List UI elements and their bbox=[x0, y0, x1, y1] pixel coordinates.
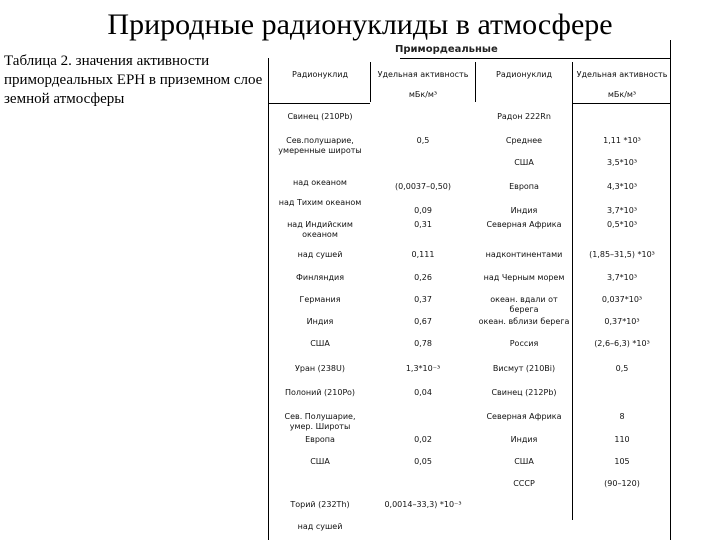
table-cell: 0,26 bbox=[414, 273, 432, 282]
table-cell: над океаном bbox=[293, 178, 347, 187]
table-cell: (2,6–6,3) *10³ bbox=[594, 339, 650, 348]
table-cell: США bbox=[310, 457, 330, 466]
table-cell: 0,04 bbox=[414, 388, 432, 397]
table-cell: над сушей bbox=[297, 522, 343, 531]
table-cell: 3,7*10³ bbox=[606, 273, 638, 282]
table-cell: 4,3*10³ bbox=[606, 182, 638, 191]
table-top-border bbox=[400, 58, 670, 59]
table-cell: Висмут (210Bi) bbox=[492, 364, 556, 373]
table-cell: Уран (238U) bbox=[295, 364, 345, 373]
table-cell: Торий (232Th) bbox=[290, 500, 350, 509]
table-group-title: Примордеальные bbox=[395, 44, 498, 55]
table-cell: Северная Африка bbox=[486, 412, 562, 421]
table-cell: 105 bbox=[614, 457, 630, 466]
table-cell: надконтинентами bbox=[485, 250, 563, 259]
table-cell: 3,5*10³ bbox=[606, 158, 638, 167]
table-cell: Полоний (210Po) bbox=[284, 388, 356, 397]
header-underline-left bbox=[268, 103, 370, 104]
table-col-divider-3 bbox=[572, 62, 573, 520]
table-cell: над сушей bbox=[297, 250, 343, 259]
table-cell: США bbox=[310, 339, 330, 348]
table-cell: 0,37*10³ bbox=[604, 317, 640, 326]
table-cell: 0,05 bbox=[414, 457, 432, 466]
table-cell: 110 bbox=[614, 435, 630, 444]
table-cell: 8 bbox=[619, 412, 625, 421]
table-caption: Таблица 2. значения активности примордеальных ЕРН в приземном слое земной атмосферы bbox=[4, 53, 263, 107]
table-cell: 0,037*10³ bbox=[601, 295, 643, 304]
table-cell: 0,78 bbox=[414, 339, 432, 348]
table-cell: над Черным морем bbox=[483, 273, 565, 282]
table-cell: Германия bbox=[299, 295, 341, 304]
header-underline-right bbox=[572, 103, 670, 104]
header-nuclide-1: Радионуклид bbox=[292, 70, 348, 79]
header-activity-2: Удельная активность мБк/м³ bbox=[576, 70, 668, 99]
table-cell: 0,02 bbox=[414, 435, 432, 444]
table-cell: 0,37 bbox=[414, 295, 432, 304]
table-cell: над Индийским океаном bbox=[287, 220, 353, 239]
table-cell: (90–120) bbox=[604, 479, 640, 488]
table-cell: Россия bbox=[509, 339, 539, 348]
table-cell: 0,31 bbox=[414, 220, 432, 229]
table-cell: Сев.полушарие, умеренные широты bbox=[278, 136, 362, 155]
table-cell: Среднее bbox=[505, 136, 543, 145]
table-cell: 0,5 bbox=[615, 364, 629, 373]
table-cell: США bbox=[514, 158, 534, 167]
table-cell: 0,111 bbox=[411, 250, 435, 259]
table-cell: 3,7*10³ bbox=[606, 206, 638, 215]
table-cell: Индия bbox=[510, 435, 538, 444]
table-col-divider-1 bbox=[370, 62, 371, 102]
page-title: Природные радионуклиды в атмосфере bbox=[107, 8, 613, 41]
table-cell: Индия bbox=[306, 317, 334, 326]
table-cell: Европа bbox=[305, 435, 335, 444]
table-cell: 0,09 bbox=[414, 206, 432, 215]
table-cell: Финляндия bbox=[295, 273, 344, 282]
table-left-border bbox=[268, 58, 269, 540]
table-cell: 1,3*10⁻³ bbox=[405, 364, 441, 373]
table-cell: 0,67 bbox=[414, 317, 432, 326]
table-cell: 0,0014–33,3) *10⁻³ bbox=[384, 500, 462, 509]
table-cell: СССР bbox=[513, 479, 535, 488]
table-cell: 1,11 *10³ bbox=[603, 136, 641, 145]
table-cell: Сев. Полушарие, умер. Широты bbox=[284, 412, 356, 431]
header-nuclide-2: Радионуклид bbox=[496, 70, 552, 79]
table-cell: Индия bbox=[510, 206, 538, 215]
table-cell: 0,5 bbox=[416, 136, 430, 145]
table-cell: океан. вблизи берега bbox=[478, 317, 570, 326]
table-cell: Свинец (212Pb) bbox=[491, 388, 557, 397]
table-cell: (1,85–31,5) *10³ bbox=[589, 250, 655, 259]
table-cell: 0,5*10³ bbox=[606, 220, 638, 229]
header-activity-1: Удельная активность мБк/м³ bbox=[377, 70, 469, 99]
table-cell: океан. вдали от берега bbox=[490, 295, 558, 314]
table-cell: (0,0037–0,50) bbox=[394, 182, 452, 191]
table-cell: Радон 222Rn bbox=[497, 112, 551, 121]
table-cell: Свинец (210Pb) bbox=[287, 112, 353, 121]
table-col-divider-2 bbox=[475, 62, 476, 102]
table-cell: над Тихим океаном bbox=[278, 198, 362, 207]
table-right-border bbox=[670, 40, 671, 540]
table-cell: США bbox=[514, 457, 534, 466]
table-cell: Европа bbox=[509, 182, 539, 191]
table-cell: Северная Африка bbox=[486, 220, 562, 229]
